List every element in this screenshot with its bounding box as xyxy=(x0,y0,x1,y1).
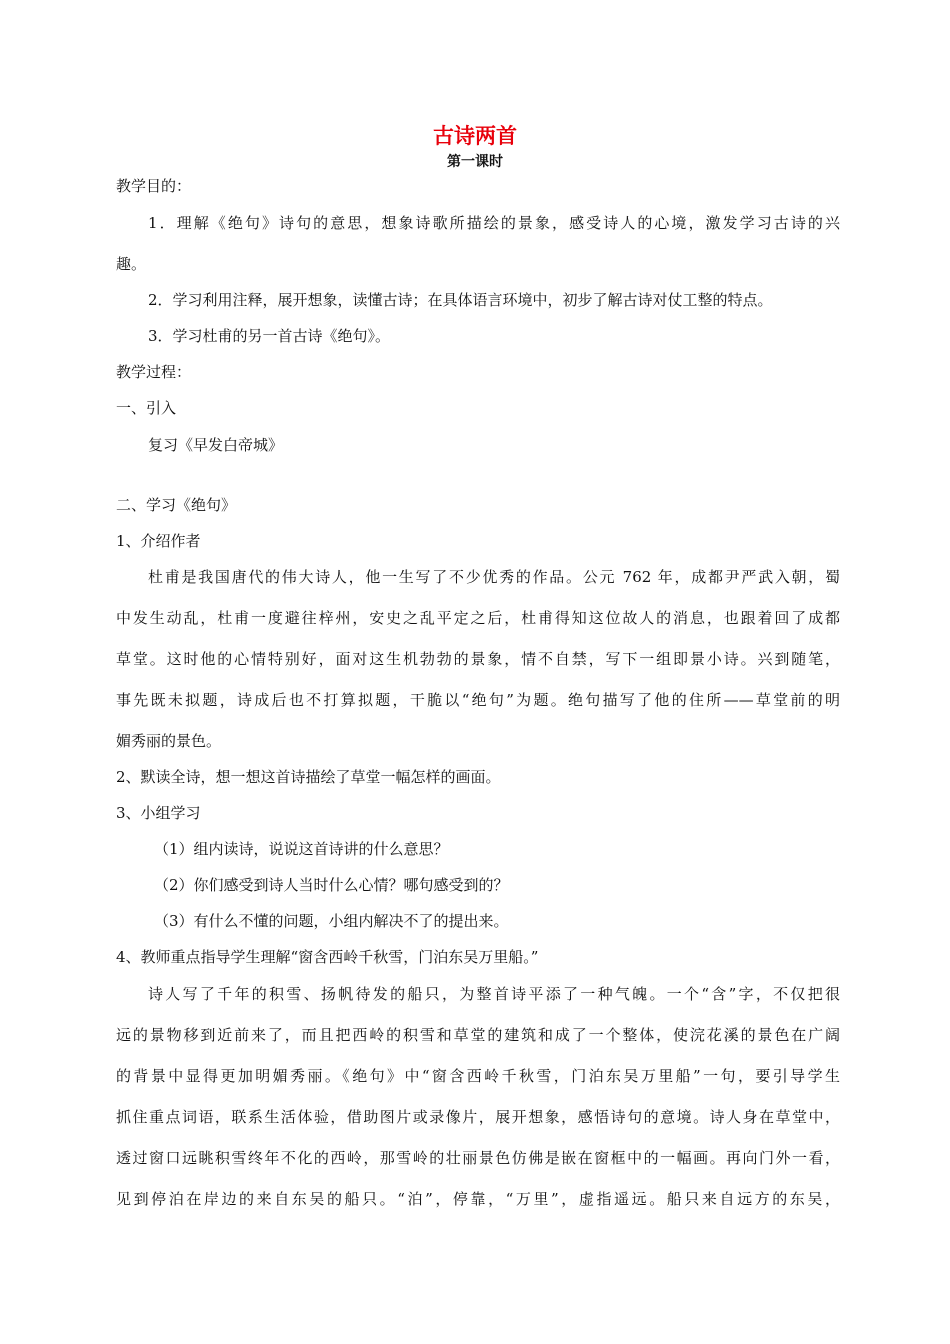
sub-heading-author: 1、介绍作者 xyxy=(116,532,201,550)
intro-review: 复习《早发白帝城》 xyxy=(148,436,284,454)
document-title: 古诗两首 xyxy=(433,124,517,148)
objective-1-line-2: 趣。 xyxy=(116,255,147,273)
guidance-paragraph-line-1: 诗人写了千年的积雪、扬帆待发的船只，为整首诗平添了一种气魄。一个“含”字，不仅把很 xyxy=(148,985,840,1003)
sub-heading-teacher-guidance: 4、教师重点指导学生理解“窗含西岭千秋雪，门泊东吴万里船。” xyxy=(116,948,539,966)
guidance-paragraph-line-5: 透过窗口远眺积雪终年不化的西岭，那雪岭的壮丽景色仿佛是嵌在窗框中的一幅画。再向门外一看， xyxy=(116,1149,840,1167)
author-paragraph-line-1: 杜甫是我国唐代的伟大诗人，他一生写了不少优秀的作品。公元 762 年，成都尹严武入朝，蜀 xyxy=(148,568,840,586)
section-heading-objectives: 教学目的： xyxy=(116,177,192,195)
objective-3: 3．学习杜甫的另一首古诗《绝句》。 xyxy=(148,327,391,345)
group-task-3: （3）有什么不懂的问题，小组内解决不了的提出来。 xyxy=(154,912,509,930)
guidance-paragraph-line-6: 见到停泊在岸边的来自东吴的船只。“泊”，停靠，“万里”，虚指遥远。船只来自远方的东吴， xyxy=(116,1190,840,1208)
sub-heading-group-study: 3、小组学习 xyxy=(116,804,201,822)
lesson-subtitle: 第一课时 xyxy=(447,154,503,170)
step-heading-intro: 一、引入 xyxy=(116,399,177,417)
group-task-1: （1）组内读诗，说说这首诗讲的什么意思？ xyxy=(154,840,449,858)
objective-1-line-1: 1．理解《绝句》诗句的意思，想象诗歌所描绘的景象，感受诗人的心境，激发学习古诗的兴 xyxy=(148,214,840,232)
objective-2: 2．学习利用注释，展开想象，读懂古诗；在具体语言环境中，初步了解古诗对仗工整的特点。 xyxy=(148,291,773,309)
step-heading-study: 二、学习《绝句》 xyxy=(116,496,237,514)
section-heading-process: 教学过程： xyxy=(116,363,192,381)
guidance-paragraph-line-2: 远的景物移到近前来了，而且把西岭的积雪和草堂的建筑和成了一个整体，使浣花溪的景色在广阔 xyxy=(116,1026,840,1044)
sub-heading-silent-reading: 2、默读全诗，想一想这首诗描绘了草堂一幅怎样的画面。 xyxy=(116,768,501,786)
guidance-paragraph-line-3: 的背景中显得更加明媚秀丽。《绝句》中“窗含西岭千秋雪，门泊东吴万里船”一句，要引导学生 xyxy=(116,1067,840,1085)
author-paragraph-line-4: 事先既未拟题，诗成后也不打算拟题，干脆以“绝句”为题。绝句描写了他的住所——草堂前的明 xyxy=(116,691,840,709)
guidance-paragraph-line-4: 抓住重点词语，联系生活体验，借助图片或录像片，展开想象，感悟诗句的意境。诗人身在草堂中， xyxy=(116,1108,840,1126)
author-paragraph-line-2: 中发生动乱，杜甫一度避往梓州，安史之乱平定之后，杜甫得知这位故人的消息，也跟着回了成都 xyxy=(116,609,840,627)
author-paragraph-line-3: 草堂。这时他的心情特别好，面对这生机勃勃的景象，情不自禁，写下一组即景小诗。兴到随笔， xyxy=(116,650,840,668)
author-paragraph-line-5: 媚秀丽的景色。 xyxy=(116,732,222,750)
group-task-2: （2）你们感受到诗人当时什么心情？哪句感受到的？ xyxy=(154,876,509,894)
